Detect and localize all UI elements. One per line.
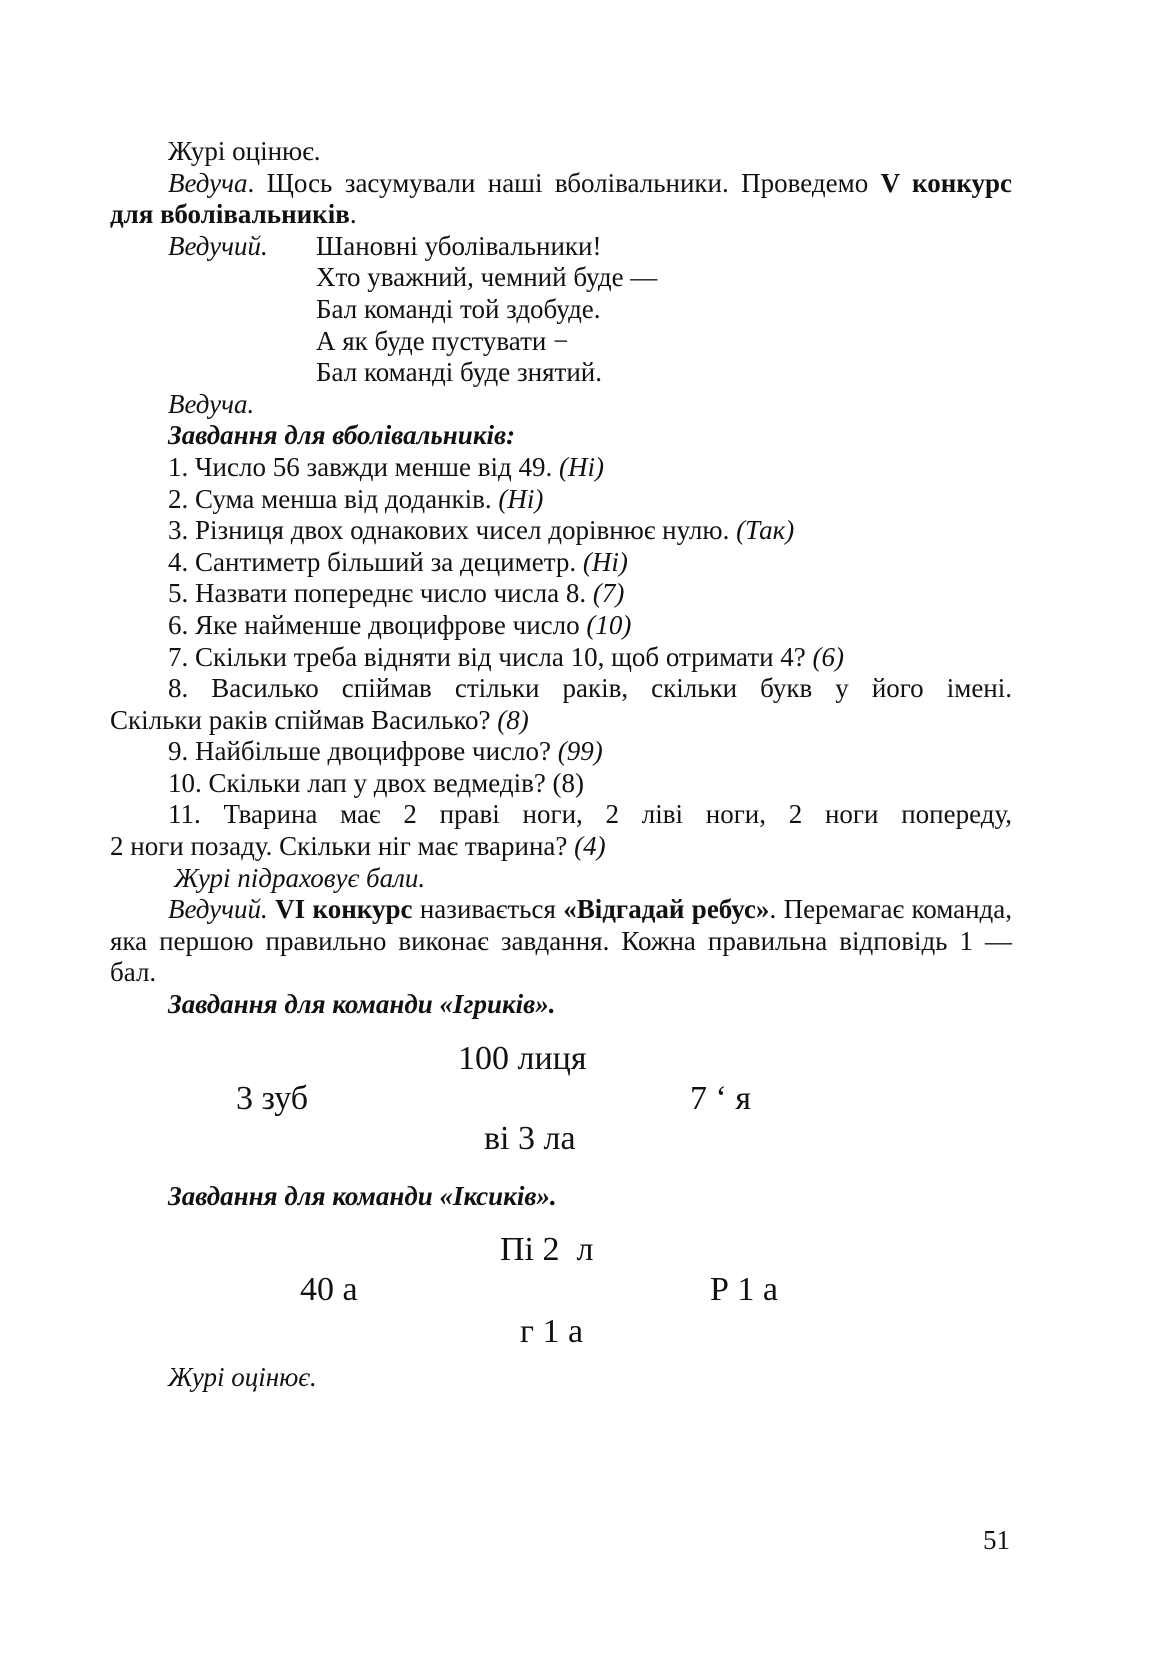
task-text: 1. Число 56 завжди менше від 49. [168, 451, 559, 482]
team2-heading: Завдання для команди «Іксиків». [168, 1180, 557, 1211]
task-item-8-line2 [110, 705, 1012, 737]
rebus-word: 3 зуб [236, 1079, 309, 1117]
task-text: 4. Сантиметр більший за дециметр. [168, 546, 583, 577]
punctuation: . [349, 199, 357, 230]
page-body [110, 136, 1012, 1394]
team1-heading: Завдання для команди «Ігриків». [168, 989, 556, 1020]
task-text: 9. Найбільше двоцифрове число? [168, 736, 558, 767]
jury-note: Журі підраховує бали. [174, 862, 426, 893]
verse-line: Бал команді буде знятий. [316, 357, 602, 388]
task-item [110, 736, 1012, 768]
task-answer: (Ні) [558, 451, 604, 482]
task-answer: (6) [812, 641, 845, 672]
page-number: 51 [983, 1525, 1010, 1555]
jury-text: Журі оцінює. [168, 136, 321, 166]
speaker-label: Ведуча [168, 167, 248, 198]
jury-final-note: Журі оцінює. [168, 1362, 317, 1393]
rebus-word: ві 3 ла [484, 1119, 576, 1157]
task-item-11-line1 [110, 799, 1012, 831]
rebus-word: Р 1 а [710, 1271, 778, 1309]
rebus-word: 40 а [300, 1271, 358, 1309]
task-text: 10. Скільки лап у двох ведмедів? (8) [168, 767, 585, 798]
rebus-word: 7 ‘ я [690, 1079, 751, 1117]
task-item [110, 610, 1012, 642]
task-item [110, 452, 1012, 484]
task-text: 8. Василько спіймав стільки раків, скільки букв у його імені. [168, 673, 1012, 704]
task-item [110, 547, 1012, 579]
paragraph-text: . Щось засумували наші вболівальники. Проведемо [247, 167, 869, 198]
task-answer: (10) [586, 609, 632, 640]
task-text: Скільки раків спіймав Василько? [110, 704, 498, 735]
tasks-heading: Завдання для вболівальників: [168, 420, 516, 451]
rebus-word: 100 лиця [458, 1039, 587, 1077]
task-answer: (99) [557, 736, 603, 767]
contest-title: V конкурс для вболівальників [110, 167, 1012, 230]
task-text: 7. Скільки треба відняти від числа 10, щоб отримати 4? [168, 641, 813, 672]
speaker-label: Ведучий. [168, 894, 268, 925]
task-answer: (4) [574, 831, 606, 862]
contest6-paragraph [110, 894, 1012, 989]
paragraph-text: називається [412, 894, 564, 925]
task-answer: (8) [497, 704, 529, 735]
verse-block [110, 231, 1012, 389]
rebus-team2 [110, 1212, 1012, 1362]
task-answer: (Так) [736, 515, 795, 546]
verse-line: Бал команді той здобуде. [316, 293, 601, 324]
contest-name: «Відгадай ребус» [563, 894, 770, 925]
rebus-word: г 1 а [520, 1313, 584, 1351]
task-item [110, 515, 1012, 547]
rebus-word: Пі 2 л [500, 1231, 594, 1269]
task-item-8-line1 [110, 673, 1012, 705]
contest-title: VI конкурс [275, 894, 413, 925]
task-answer: (7) [592, 578, 625, 609]
task-text: 3. Різниця двох однакових чисел дорівнює нулю. [168, 515, 737, 546]
task-text: 6. Яке найменше двоцифрове число [168, 609, 587, 640]
speaker-label: Ведуча. [168, 388, 255, 419]
task-answer: (Ні) [498, 483, 544, 514]
task-item [110, 768, 1012, 800]
task-item [110, 484, 1012, 516]
task-answer: (Ні) [582, 546, 628, 577]
task-item [110, 578, 1012, 610]
task-text: 5. Назвати попереднє число числа 8. [168, 578, 593, 609]
paragraph-text: . Перемагає команда, яка першою правильно виконає завдання. Кожна правильна відповідь 1 — бал. [110, 894, 1013, 988]
task-text: 2 ноги позаду. Скільки ніг має тварина? [110, 831, 575, 862]
verse-speaker: Ведучий. [168, 230, 268, 261]
jury-line [110, 136, 1012, 168]
host-paragraph [110, 168, 1012, 231]
task-item [110, 642, 1012, 674]
verse-line: Хто уважний, чемний буде — [316, 262, 658, 293]
task-item-11-line2 [110, 831, 1012, 863]
verse-line: А як буде пустувати − [316, 325, 569, 356]
verse-line: Шановні уболівальники! [316, 230, 602, 261]
task-text: 2. Сума менша від доданків. [168, 483, 499, 514]
rebus-team1 [110, 1021, 1012, 1181]
task-text: 11. Тварина має 2 праві ноги, 2 ліві ноги, 2 ноги попереду, [168, 799, 1012, 830]
